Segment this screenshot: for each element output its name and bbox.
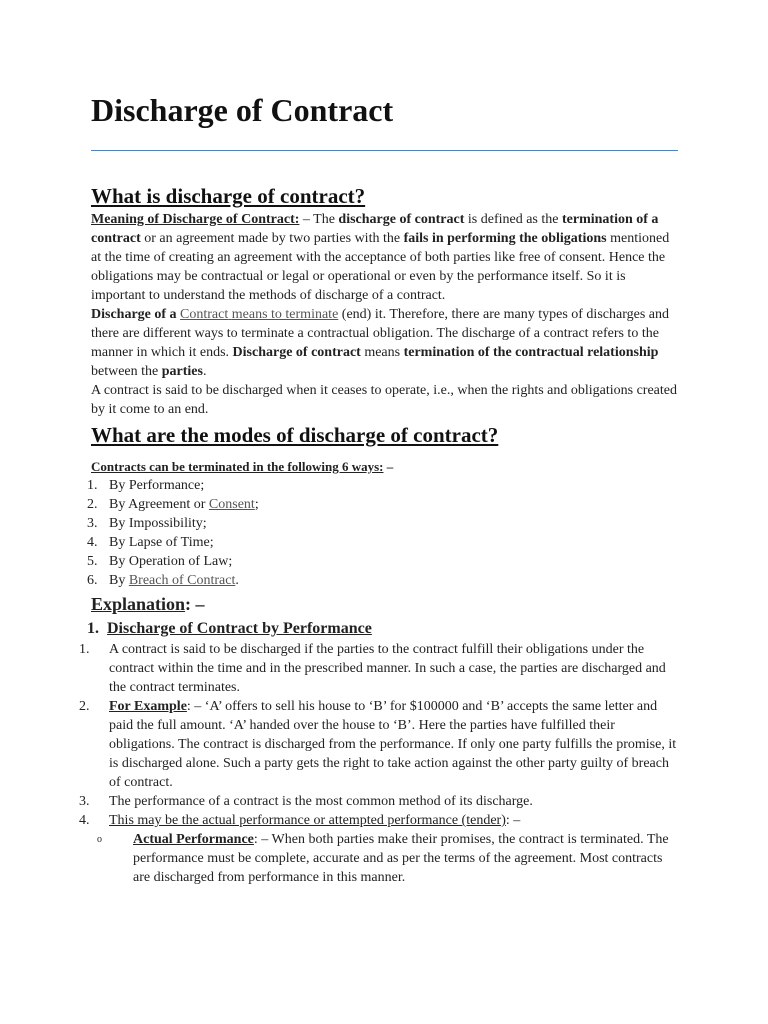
mode-text: By Impossibility; <box>109 516 207 531</box>
point-item <box>79 792 681 811</box>
point-number: 3. <box>79 794 90 809</box>
mode-text: By Operation of Law; <box>109 554 233 569</box>
meaning-label: Meaning of Discharge of Contract: <box>91 212 300 227</box>
paragraph-meaning <box>91 210 681 305</box>
text-run: (end) it. Therefore, there are many types of discharges and there are different ways to terminate a contractual obligation. The discharge of a contract refers to the manner in which it ends. <box>91 307 669 360</box>
section-heading-what-is: What is discharge of contract? <box>91 184 366 208</box>
point-item <box>79 811 681 830</box>
subheading-performance <box>87 618 681 640</box>
point-number: 1. <box>79 642 90 657</box>
point-text: The performance of a contract is the most common method of its discharge. <box>109 794 533 809</box>
explanation-label: Explanation <box>91 594 186 614</box>
mode-item <box>87 533 681 552</box>
mode-number: 5. <box>87 554 98 569</box>
text-run: mentioned at the time of creating an agreement with the acceptance of both parties like free of consent. Hence the obligations may be contractual or legal or operational or even by the performance itself. So it is important to understand the methods of discharge of a contract. <box>91 231 670 303</box>
mode-number: 3. <box>87 516 98 531</box>
point-tail: : – <box>505 813 521 828</box>
bold-run: parties <box>161 364 203 379</box>
mode-text: By Performance; <box>109 478 205 493</box>
text-run: between the <box>91 364 162 379</box>
bold-run: termination of a contract <box>91 212 659 246</box>
bullet-marker: o <box>97 834 102 845</box>
subheading-text: Discharge of Contract by Performance <box>107 620 372 637</box>
bold-run: Discharge of a <box>91 307 181 322</box>
text-run: means <box>360 345 404 360</box>
bold-run: Discharge of contract <box>232 345 361 360</box>
mode-link[interactable]: Breach of Contract <box>128 573 236 588</box>
point-number: 2. <box>79 699 90 714</box>
means-to-terminate-link[interactable]: means to terminate <box>231 307 339 322</box>
section-heading-modes: What are the modes of discharge of contract? <box>91 423 499 447</box>
bold-run: discharge of contract <box>338 212 465 227</box>
subheading-number: 1. <box>87 620 99 637</box>
paragraph-discharge-means <box>91 305 681 381</box>
mode-number: 6. <box>87 573 98 588</box>
text-run: is defined as the <box>464 212 562 227</box>
text-run: . <box>202 364 207 379</box>
points-list <box>79 640 681 830</box>
title-divider <box>91 150 678 151</box>
paragraph-ceases: A contract is said to be discharged when it ceases to operate, i.e., when the rights and obligations created by it come to an end. <box>91 383 678 417</box>
bold-run: termination of the contractual relationship <box>403 345 659 360</box>
bullet-actual-performance <box>79 830 681 887</box>
mode-text-end: ; <box>254 497 259 512</box>
bullet-label: Actual Performance <box>133 832 254 847</box>
point-text: : – ‘A’ offers to sell his house to ‘B’ for $100000 and ‘B’ accepts the same letter and paid the full amount. ‘A’ handed over the house to ‘B’. Here the parties have fulfilled their obligations. The contract is discharged from the performance. If only one party fulfills the promise, it is discharged alone. Such a party gets the right to take action against the other party guilty of breach of contract. <box>109 699 677 790</box>
modes-intro-tail: – <box>383 459 394 474</box>
mode-number: 2. <box>87 497 98 512</box>
document-body <box>79 182 681 887</box>
mode-text-end: . <box>235 573 239 588</box>
text-run: or an agreement made by two parties with the <box>140 231 404 246</box>
mode-item <box>87 552 681 571</box>
point-number: 4. <box>79 813 90 828</box>
mode-number: 4. <box>87 535 98 550</box>
point-label: For Example <box>109 699 187 714</box>
bullet-text: : – When both parties make their promises, the contract is terminated. The performance must be complete, accurate and as per the terms of the agreement. Most contracts are discharged from performance in this manner. <box>133 832 669 885</box>
mode-item <box>87 514 681 533</box>
bold-run: fails in performing the obligations <box>403 231 607 246</box>
mode-link[interactable]: Consent <box>208 497 255 512</box>
mode-text: By <box>109 573 129 588</box>
point-text: A contract is said to be discharged if the parties to the contract fulfill their obligations under the contract within the time and in the prescribed manner. In such a case, the parties are discharged and the contract terminates. <box>109 642 666 695</box>
mode-item <box>87 495 681 514</box>
modes-intro <box>91 457 681 476</box>
explanation-tail: : – <box>185 594 205 614</box>
text-run: – The <box>299 212 339 227</box>
explanation-heading <box>91 592 681 616</box>
point-item <box>79 640 681 697</box>
mode-item <box>87 476 681 495</box>
mode-item <box>87 571 681 590</box>
contract-link[interactable]: Contract <box>180 307 229 322</box>
point-item <box>79 697 681 792</box>
mode-text: By Agreement or <box>109 497 209 512</box>
page-title: Discharge of Contract <box>91 92 394 128</box>
modes-intro-label: Contracts can be terminated in the following 6 ways: <box>91 459 384 474</box>
point-text: This may be the actual performance or attempted performance (tender) <box>109 813 506 828</box>
modes-list <box>73 476 681 590</box>
mode-text: By Lapse of Time; <box>109 535 214 550</box>
mode-number: 1. <box>87 478 98 493</box>
